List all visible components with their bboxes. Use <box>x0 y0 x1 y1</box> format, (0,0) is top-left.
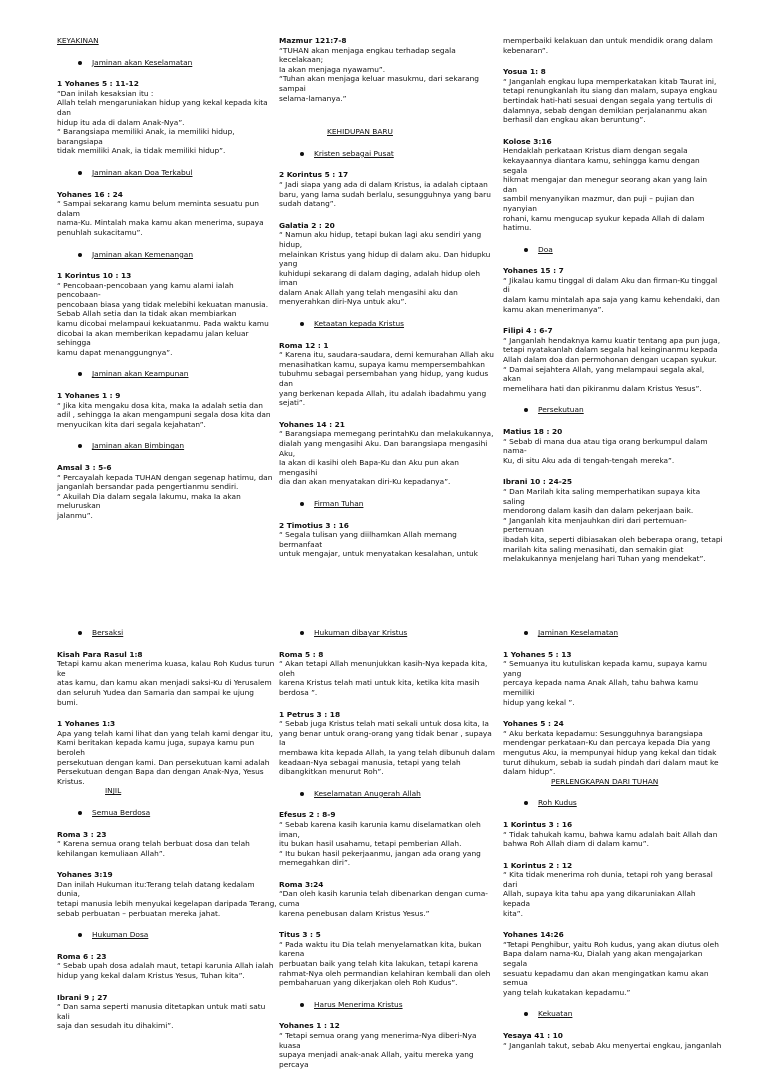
spacer <box>279 408 499 420</box>
verse-text-line: Allah dalam doa dan permohonan dengan ucapan syukur. <box>503 355 717 365</box>
spacer <box>57 707 277 719</box>
verse-text-line: hidup itu ada di dalam Anak-Nya”. <box>57 117 185 127</box>
spacer <box>57 918 277 930</box>
topic-title: Keselamatan Anugerah Allah <box>314 788 421 798</box>
spacer <box>57 357 277 369</box>
verse-text-line: persekutuan dengan kami. Dan persekutuan kami adalah <box>57 757 270 767</box>
verse-reference: Roma 3:24 <box>279 879 324 889</box>
topic-title: Ketaatan kepada Kristus <box>314 319 405 329</box>
verse-text-line: percaya kepada nama Anak Allah, tahu bahwa kamu memiliki <box>503 678 699 697</box>
verse-text-line: Dan inilah Hukuman itu:Terang telah datang kedalam dunia, <box>57 879 255 899</box>
topic-title: Jaminan akan Keselamatan <box>92 57 193 67</box>
topic-title: Kekuatan <box>538 1009 573 1019</box>
spacer <box>57 981 277 993</box>
verse-text-line: Ku, di situ Aku ada di tengah-tengah mereka”. <box>503 455 675 465</box>
verse-reference: Yohanes 14 : 21 <box>279 419 345 429</box>
verse-text-line: janganlah bersandar pada pengertianmu sendiri. <box>57 482 239 492</box>
verse-text-line: karena Kristus telah mati untuk kita, ketika kita masih <box>279 678 480 688</box>
verse-text-line: baru, yang lama sudah berlalu, sesungguhnya yang baru <box>279 189 491 199</box>
verse-text-line: berhasil dan engkau akan beruntung”. <box>503 115 646 125</box>
spacer <box>279 988 499 1000</box>
verse-reference: 1 Korintus 10 : 13 <box>57 271 132 281</box>
topic-title: Jaminan akan Doa Terkabul <box>92 167 193 177</box>
verse-reference: Efesus 2 : 8-9 <box>279 810 336 820</box>
spacer <box>57 429 277 441</box>
topic-title: Firman Tuhan <box>314 498 364 508</box>
verse-text-line: hidup yang kekal ”. <box>503 697 575 707</box>
topic-bullet <box>279 149 499 159</box>
verse-reference: Titus 3 : 5 <box>279 930 321 940</box>
verse-text-line: “ Sebab upah dosa adalah maut, tetapi karunia Allah ialah <box>57 961 274 971</box>
verse-text-line: kita”. <box>503 908 523 918</box>
verse-text-line: sudah datang”. <box>279 199 336 209</box>
verse-text-line: menyucikan kita dari segala kejahatan”. <box>57 419 206 429</box>
verse-text-line: “ Sampai sekarang kamu belum meminta sesuatu pun dalam <box>57 199 259 218</box>
spacer <box>503 393 723 405</box>
verse-text-line: kebenaran”. <box>503 45 549 55</box>
verse-reference: Yohanes 14:26 <box>503 930 564 940</box>
spacer <box>57 858 277 870</box>
verse-text-line: dan seluruh Yudea dan Samaria dan sampai ke ujung bumi. <box>57 687 254 707</box>
topic-bullet <box>57 168 277 178</box>
spacer <box>503 997 723 1009</box>
verse-text-line: “ Jikalau kamu tinggal di dalam Aku dan firman-Ku tinggal di <box>503 275 718 295</box>
verse-text-line: atas kamu, dan kamu akan menjadi saksi-Ku di Yerusalem <box>57 678 272 688</box>
topic-title: Kristen sebagai Pusat <box>314 148 394 158</box>
verse-text-line: mendorong dalam kasih dan dalam pekerjaan baik. <box>503 506 694 516</box>
verse-reference: Ibrani 10 : 24-25 <box>503 477 573 487</box>
verse-reference: 1 Korintus 3 : 16 <box>503 819 573 829</box>
verse-text-line: sambil menyanyikan mazmur, dan puji – pujian dan nyanyian <box>503 194 695 213</box>
verse-text-line: mendengar perkataan-Ku dan percaya kepada Dia yang <box>503 738 711 748</box>
topic-bullet <box>503 798 723 808</box>
verse-text-line: dalamnya, sebab dengan demikian perjalananmu akan <box>503 105 707 115</box>
topic-bullet <box>279 499 499 509</box>
verse-reference: 1 Yohanes 1 : 9 <box>57 391 121 401</box>
verse-text-line: sebab perbuatan – perbuatan mereka jahat. <box>57 908 221 918</box>
verse-text-line: “ Pada waktu itu Dia telah menyelamatkan kita, bukan karena <box>279 939 482 959</box>
verse-reference: Roma 6 : 23 <box>57 951 107 961</box>
verse-text-line: ibadah kita, seperti dibiasakan oleh beberapa orang, tetapi <box>503 534 723 544</box>
verse-text-line: “ Karena semua orang telah berbuat dosa dan telah <box>57 839 250 849</box>
page1-column-1 <box>57 36 277 521</box>
verse-reference: Galatia 2 : 20 <box>279 220 335 230</box>
section-heading: INJIL <box>105 786 122 796</box>
topic-title: Hukuman dibayar Kristus <box>314 628 408 637</box>
page1-column-2 <box>279 36 499 559</box>
verse-text-line: tubuhmu sebagai persembahan yang hidup, yang kudus dan <box>279 369 489 389</box>
verse-text-line: “ Tidak tahukah kamu, bahwa kamu adalah bait Allah dan <box>503 829 718 839</box>
topic-bullet <box>503 245 723 255</box>
verse-text-line: Ia akan menjaga nyawamu”. <box>279 64 386 74</box>
spacer <box>279 868 499 880</box>
topic-title: Jaminan akan Keampunan <box>92 369 189 379</box>
verse-reference: Roma 3 : 23 <box>57 829 107 839</box>
topic-bullet <box>503 405 723 415</box>
verse-text-line: “ Namun aku hidup, tetapi bukan lagi aku sendiri yang hidup, <box>279 230 482 249</box>
verse-text-line: penuhlah sukacitamu”. <box>57 227 143 237</box>
verse-text-line: sejati”. <box>279 398 306 408</box>
topic-title: Bersaksi <box>92 628 124 637</box>
verse-text-line: Hendaklah perkataan Kristus diam dengan segala <box>503 146 688 156</box>
verse-text-line: “ Jika kita mengaku dosa kita, maka Ia adalah setia dan <box>57 400 263 410</box>
verse-reference: 1 Yohanes 5 : 11-12 <box>57 79 139 89</box>
verse-reference: Yohanes 5 : 24 <box>503 719 564 729</box>
verse-text-line: memelihara hati dan pikiranmu dalam Kristus Yesus”. <box>503 383 702 393</box>
topic-title: Hukuman Dosa <box>92 930 149 940</box>
verse-text-line: rahmat-Nya oleh permandian kelahiran kembali dan oleh <box>279 968 491 978</box>
verse-text-line: hatimu. <box>503 223 532 233</box>
spacer <box>503 465 723 477</box>
verse-text-line: jalanmu”. <box>57 510 93 520</box>
verse-text-line: “ Dan Marilah kita saling memperhatikan supaya kita saling <box>503 486 701 506</box>
verse-reference: 1 Yohanes 5 : 13 <box>503 649 572 659</box>
verse-text-line: “Tetapi Penghibur, yaitu Roh kudus, yang akan diutus oleh <box>503 939 719 949</box>
verse-text-line: yang benar untuk orang-orang yang tidak benar , supaya Ia <box>279 728 492 748</box>
verse-reference: Mazmur 121:7-8 <box>279 36 347 45</box>
verse-text-line: saja dan sesudah itu dihakimi”. <box>57 1021 174 1031</box>
verse-text-line: “ Dan sama seperti manusia ditetapkan untuk mati satu kali <box>57 1002 266 1021</box>
verse-text-line: nama-Ku. Mintalah maka kamu akan menerima, supaya <box>57 218 264 228</box>
spacer <box>503 233 723 245</box>
verse-text-line: tetapi renungkanlah itu siang dan malam, supaya engkau <box>503 86 718 96</box>
verse-text-line: pembaharuan yang dikerjakan oleh Roh Kudus”. <box>279 978 458 988</box>
spacer <box>57 156 277 168</box>
verse-text-line: membawa kita kepada Allah, Ia yang telah dibunuh dalam <box>279 747 495 757</box>
verse-text-line: mengutus Aku, ia mempunyai hidup yang kekal dan tidak <box>503 747 717 757</box>
spacer <box>503 125 723 137</box>
topic-bullet <box>57 808 277 818</box>
spacer <box>279 209 499 221</box>
verse-text-line: yang berkenan kepada Allah, itu adalah ibadahmu yang <box>279 388 487 398</box>
section-heading: KEHIDUPAN BARU <box>327 127 393 137</box>
verse-text-line: kehilangan kemuliaan Allah”. <box>57 848 166 858</box>
verse-reference: Yohanes 15 : 7 <box>503 266 564 276</box>
spacer <box>279 103 499 115</box>
verse-text-line: “ Akuilah Dia dalam segala lakumu, maka Ia akan meluruskan <box>57 491 241 511</box>
topic-title: Semua Berdosa <box>92 807 151 817</box>
verse-text-line: dalam kamu mintalah apa saja yang kamu kehendaki, dan <box>503 295 720 305</box>
topic-bullet <box>503 628 723 638</box>
topic-bullet <box>57 441 277 451</box>
verse-text-line: Sebab Allah setia dan Ia tidak akan membiarkan <box>57 309 237 319</box>
verse-text-line: “ Itu bukan hasil pekerjaanmu, jangan ada orang yang <box>279 848 481 858</box>
verse-reference: 1 Korintus 2 : 12 <box>503 860 573 870</box>
verse-text-line: melainkan Kristus yang hidup di dalam aku. Dan hidupku yang <box>279 249 491 269</box>
verse-text-line: “Dan inilah kesaksian itu : <box>57 88 154 98</box>
verse-text-line: hikmat mengajar dan menegur seorang akan yang lain dan <box>503 175 708 194</box>
verse-reference: Yohanes 1 : 12 <box>279 1021 340 1031</box>
topic-title: Jaminan akan Bimbingan <box>92 441 185 451</box>
verse-text-line: “Dan oleh kasih karunia telah dibenarkan dengan cuma-cuma <box>279 889 488 909</box>
topic-title: Jaminan akan Kemenangan <box>92 249 194 259</box>
verse-reference: Yesaya 41 : 10 <box>503 1031 563 1040</box>
verse-text-line: “ Kita tidak menerima roh dunia, tetapi roh yang berasal dari <box>503 870 713 889</box>
spacer <box>503 314 723 326</box>
verse-reference: 2 Timotius 3 : 16 <box>279 520 349 530</box>
spacer <box>279 115 499 127</box>
verse-text-line: itu bukan hasil usahamu, tetapi pemberian Allah. <box>279 839 462 849</box>
page2-column-3 <box>503 628 723 1050</box>
spacer <box>57 238 277 250</box>
verse-text-line: selama-lamanya.” <box>279 93 347 103</box>
verse-text-line: “TUHAN akan menjaga engkau terhadap segala kecelakaan; <box>279 45 456 65</box>
verse-text-line: bahwa Roh Allah diam di dalam kamu”. <box>503 839 649 849</box>
verse-text-line: tetapi nyatakanlah dalam segala hal keinginanmu kepada <box>503 345 718 355</box>
topic-title: Jaminan Keselamatan <box>538 628 619 637</box>
topic-bullet <box>279 319 499 329</box>
verse-text-line: rohani, kamu mengucap syukur kepada Allah di dalam <box>503 213 705 223</box>
spacer <box>279 698 499 710</box>
verse-text-line: “ Janganlah kita menjauhkan diri dari pertemuan-pertemuan <box>503 515 687 535</box>
verse-text-line: “ Janganlah takut, sebab Aku menyertai engkau, janganlah <box>503 1040 722 1050</box>
topic-title: Doa <box>538 244 553 254</box>
spacer <box>503 55 723 67</box>
verse-text-line: kamu dicobai melampaui kekuatanmu. Pada waktu kamu <box>57 319 269 329</box>
verse-text-line: menyerahkan diri-Nya untuk aku”. <box>279 297 407 307</box>
verse-text-line: dibangkitkan menurut Roh”. <box>279 767 384 777</box>
verse-text-line: “ Barangsiapa memegang perintahKu dan melakukannya, <box>279 429 494 439</box>
verse-reference: Filipi 4 : 6-7 <box>503 326 553 336</box>
verse-text-line: “ Semuanya itu kutuliskan kepada kamu, supaya kamu yang <box>503 659 707 678</box>
spacer <box>503 918 723 930</box>
verse-text-line: “ Aku berkata kepadamu: Sesungguhnya barangsiapa <box>503 728 703 738</box>
spacer <box>279 777 499 789</box>
verse-text-line: kekayaannya diantara kamu, sehingga kamu dengan segala <box>503 155 700 175</box>
verse-text-line: “ Karena itu, saudara-saudara, demi kemurahan Allah aku <box>279 350 494 360</box>
page1-column-3 <box>503 36 723 564</box>
verse-text-line: untuk mengajar, untuk menyatakan kesalahan, untuk <box>279 549 478 559</box>
verse-text-line: melakukannya menjelang hari Tuhan yang mendekat”. <box>503 554 706 564</box>
verse-text-line: tidak memiliki Anak, ia tidak memiliki hidup”. <box>57 146 226 156</box>
verse-text-line: yang telah kukatakan kepadamu.” <box>503 987 631 997</box>
verse-reference: Amsal 3 : 5-6 <box>57 463 112 472</box>
verse-text-line: Ia akan di kasihi oleh Bapa-Ku dan Aku pun akan mengasihi <box>279 458 459 477</box>
topic-bullet <box>57 250 277 260</box>
verse-text-line: “ Sebab juga Kristus telah mati sekali untuk dosa kita, Ia <box>279 719 489 729</box>
verse-text-line: dalam Anak Allah yang telah mengasihi aku dan <box>279 287 458 297</box>
topic-bullet <box>279 789 499 799</box>
verse-text-line: “ Akan tetapi Allah menunjukkan kasih-Nya kepada kita, oleh <box>279 659 488 678</box>
page2-column-1 <box>57 628 277 1031</box>
verse-text-line: Kristus. <box>57 776 85 786</box>
topic-bullet <box>57 58 277 68</box>
verse-text-line: bertindak hati-hati sesuai dengan segala yang tertulis di <box>503 95 713 105</box>
verse-text-line: Allah telah mengaruniakan hidup yang kekal kepada kita dan <box>57 98 268 117</box>
verse-text-line: “ Sebab di mana dua atau tiga orang berkumpul dalam nama- <box>503 436 708 456</box>
verse-reference: Yohanes 16 : 24 <box>57 189 123 199</box>
verse-text-line: “ Pencobaan-pencobaan yang kamu alami ialah pencobaan- <box>57 280 234 300</box>
verse-text-line: Bapa dalam nama-Ku, Dialah yang akan mengajarkan segala <box>503 949 703 969</box>
topic-bullet <box>57 369 277 379</box>
topic-title: Roh Kudus <box>538 798 577 808</box>
verse-text-line: Apa yang telah kami lihat dan yang telah kami dengar itu, <box>57 728 273 738</box>
topic-bullet <box>57 628 277 638</box>
section-heading: KEYAKINAN <box>57 36 99 45</box>
page2-column-2 <box>279 628 499 1069</box>
verse-reference: Yohanes 3:19 <box>57 870 113 880</box>
verse-reference: 1 Petrus 3 : 18 <box>279 709 341 719</box>
verse-text-line: tetapi manusia lebih menyukai kegelapan daripada Terang, <box>57 899 277 909</box>
page-2 <box>0 622 768 1069</box>
verse-reference: Yosua 1: 8 <box>503 67 546 77</box>
verse-text-line: Persekutuan dengan Bapa dan dengan Anak-Nya, Yesus <box>57 767 264 777</box>
verse-reference: Kolose 3:16 <box>503 136 552 146</box>
verse-reference: 2 Korintus 5 : 17 <box>279 170 349 180</box>
verse-text-line: dicobai Ia akan memberikan kepadamu jalan keluar sehingga <box>57 328 249 348</box>
verse-text-line: keadaan-Nya sebagai manusia, tetapi yang telah <box>279 757 461 767</box>
verse-text-line: adil , sehingga Ia akan mengampuni segala dosa kita dan <box>57 410 271 420</box>
verse-text-line: “ Segala tulisan yang diilhamkan Allah memang bermanfaat <box>279 530 457 549</box>
verse-text-line: memegahkan diri”. <box>279 858 351 868</box>
verse-reference: Roma 5 : 8 <box>279 649 324 659</box>
verse-text-line: “ Janganlah hendaknya kamu kuatir tentang apa pun juga, <box>503 335 721 345</box>
verse-text-line: “ Damai sejahtera Allah, yang melampaui segala akal, akan <box>503 364 705 384</box>
verse-text-line: “ Percayalah kepada TUHAN dengan segenap hatimu, dan <box>57 472 273 482</box>
verse-text-line: berdosa ”. <box>279 687 318 697</box>
verse-text-line: perbuatan baik yang telah kita lakukan, tetapi karena <box>279 959 479 969</box>
verse-text-line: dalam hidup”. <box>503 767 556 777</box>
topic-bullet <box>57 930 277 940</box>
section-heading: PERLENGKAPAN DARI TUHAN <box>551 776 659 786</box>
verse-text-line: “ Janganlah engkau lupa memperkatakan kitab Taurat ini, <box>503 76 717 86</box>
verse-text-line: Tetapi kamu akan menerima kuasa, kalau Roh Kudus turun ke <box>57 659 275 678</box>
verse-reference: Matius 18 : 20 <box>503 427 563 436</box>
verse-reference: Ibrani 9 ; 27 <box>57 992 108 1002</box>
verse-reference: Kisah Para Rasul 1:8 <box>57 649 143 659</box>
verse-text-line: karena penebusan dalam Kristus Yesus.” <box>279 908 430 918</box>
topic-title: Persekutuan <box>538 405 584 415</box>
verse-text-line: “Tuhan akan menjaga keluar masukmu, dari sekarang sampai <box>279 74 479 93</box>
spacer <box>279 918 499 930</box>
topic-bullet <box>279 628 499 638</box>
verse-text-line: kamu dapat menanggungnya”. <box>57 347 173 357</box>
verse-text-line: sesuatu kepadamu dan akan mengingatkan kamu akan semua <box>503 968 709 988</box>
verse-text-line: kamu akan menerimanya”. <box>503 304 604 314</box>
verse-text-line: “ Barangsiapa memiliki Anak, ia memiliki hidup, barangsiapa <box>57 127 235 146</box>
verse-text-line: memperbaiki kelakuan dan untuk mendidik orang dalam <box>503 36 713 45</box>
topic-bullet <box>279 1000 499 1010</box>
verse-text-line: “ Tetapi semua orang yang menerima-Nya diberi-Nya kuasa <box>279 1031 477 1050</box>
spacer <box>503 707 723 719</box>
verse-text-line: “ Jadi siapa yang ada di dalam Kristus, ia adalah ciptaan <box>279 179 488 189</box>
verse-text-line: Allah, supaya kita tahu apa yang dikaruniakan Allah kepada <box>503 889 696 909</box>
verse-text-line: supaya menjadi anak-anak Allah, yaitu mereka yang percaya <box>279 1050 474 1069</box>
spacer <box>279 307 499 319</box>
verse-text-line: pencobaan biasa yang tidak melebihi kekuatan manusia. <box>57 299 269 309</box>
verse-text-line: hidup yang kekal dalam Kristus Yesus, Tuhan kita”. <box>57 971 245 981</box>
verse-text-line: “ Sebab karena kasih karunia kamu diselamatkan oleh iman, <box>279 819 481 839</box>
verse-text-line: turut dihukum, sebab ia sudah pindah dari dalam maut ke <box>503 757 719 767</box>
verse-reference: Roma 12 : 1 <box>279 340 329 350</box>
verse-text-line: menasihatkan kamu, supaya kamu mempersembahkan <box>279 359 485 369</box>
spacer <box>503 849 723 861</box>
verse-text-line: dia dan akan menyatakan diri-Ku kepadanya”. <box>279 477 451 487</box>
verse-text-line: Kami beritakan kepada kamu juga, supaya kamu pun beroleh <box>57 738 255 757</box>
topic-title: Harus Menerima Kristus <box>314 999 403 1009</box>
topic-bullet <box>503 1009 723 1019</box>
spacer <box>279 487 499 499</box>
verse-text-line: kuhidupi sekarang di dalam daging, adalah hidup oleh iman <box>279 268 481 288</box>
verse-reference: 1 Yohanes 1:3 <box>57 719 116 729</box>
verse-text-line: marilah kita saling menasihati, dan semakin giat <box>503 544 684 554</box>
verse-text-line: dialah yang mengasihi Aku. Dan barangsiapa mengasihi Aku, <box>279 439 488 458</box>
